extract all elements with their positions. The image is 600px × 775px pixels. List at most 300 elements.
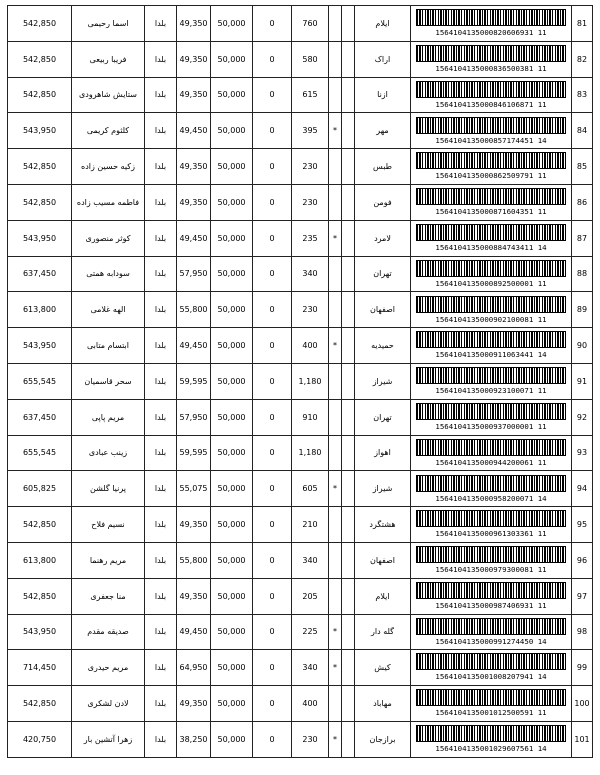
status-cell: بلدا	[145, 578, 177, 614]
blank-cell	[342, 435, 355, 471]
base-fee-cell: 50,000	[211, 256, 253, 292]
barcode-cell	[411, 149, 572, 185]
blank-cell	[342, 507, 355, 543]
star-mark-cell: *	[329, 614, 342, 650]
table-row	[8, 292, 593, 328]
base-fee-cell: 50,000	[211, 435, 253, 471]
base-fee-cell: 50,000	[211, 721, 253, 757]
table-row	[8, 471, 593, 507]
table-row	[8, 721, 593, 757]
total-cell: 637,450	[8, 399, 72, 435]
weight-cell: 340	[292, 542, 329, 578]
total-cell: 714,450	[8, 650, 72, 686]
table-row	[8, 220, 593, 256]
table-row	[8, 77, 593, 113]
blank-cell	[342, 650, 355, 686]
zero-cell: 0	[253, 471, 292, 507]
table-row	[8, 507, 593, 543]
barcode-cell	[411, 542, 572, 578]
weight-cell: 400	[292, 328, 329, 364]
base-fee-cell: 50,000	[211, 650, 253, 686]
tracking-code: 1564104135000892500001 11	[435, 278, 547, 288]
zero-cell: 0	[253, 184, 292, 220]
barcode-icon	[416, 81, 566, 98]
weight-cell: 205	[292, 578, 329, 614]
city-cell: تهران	[355, 256, 411, 292]
recipient-name-cell: پرنیا گلشن	[72, 471, 145, 507]
amount-cell: 49,350	[177, 184, 211, 220]
barcode-icon	[416, 367, 566, 384]
zero-cell: 0	[253, 149, 292, 185]
tracking-code: 1564104135000820606931 11	[435, 28, 547, 38]
row-number-cell: 88	[572, 256, 593, 292]
status-cell: بلدا	[145, 220, 177, 256]
base-fee-cell: 50,000	[211, 292, 253, 328]
base-fee-cell: 50,000	[211, 328, 253, 364]
row-number-cell: 91	[572, 363, 593, 399]
barcode-cell	[411, 686, 572, 722]
tracking-code: 1564104135001012500591 11	[435, 708, 547, 718]
star-mark-cell	[329, 77, 342, 113]
table-row	[8, 113, 593, 149]
barcode-cell	[411, 113, 572, 149]
zero-cell: 0	[253, 328, 292, 364]
row-number-cell: 89	[572, 292, 593, 328]
total-cell: 420,750	[8, 721, 72, 757]
row-number-cell: 81	[572, 6, 593, 42]
barcode-icon	[416, 439, 566, 456]
zero-cell: 0	[253, 435, 292, 471]
table-row	[8, 149, 593, 185]
tracking-code: 1564104135000884743411 14	[435, 242, 547, 252]
blank-cell	[342, 578, 355, 614]
base-fee-cell: 50,000	[211, 220, 253, 256]
city-cell: ازنا	[355, 77, 411, 113]
status-cell: بلدا	[145, 686, 177, 722]
tracking-code: 1564104135000961303361 11	[435, 529, 547, 539]
base-fee-cell: 50,000	[211, 507, 253, 543]
total-cell: 655,545	[8, 435, 72, 471]
zero-cell: 0	[253, 41, 292, 77]
star-mark-cell: *	[329, 328, 342, 364]
city-cell: ایلام	[355, 6, 411, 42]
barcode-cell	[411, 256, 572, 292]
table-body	[8, 6, 593, 758]
tracking-code: 1564104135000862509791 11	[435, 171, 547, 181]
tracking-code: 1564104135001029607561 14	[435, 744, 547, 754]
city-cell: کیش	[355, 650, 411, 686]
recipient-name-cell: صدیقه مقدم	[72, 614, 145, 650]
amount-cell: 49,350	[177, 149, 211, 185]
zero-cell: 0	[253, 220, 292, 256]
recipient-name-cell: کوثر منصوری	[72, 220, 145, 256]
status-cell: بلدا	[145, 77, 177, 113]
status-cell: بلدا	[145, 471, 177, 507]
city-cell: اصفهان	[355, 292, 411, 328]
zero-cell: 0	[253, 77, 292, 113]
status-cell: بلدا	[145, 650, 177, 686]
city-cell: ایلام	[355, 578, 411, 614]
recipient-name-cell: الهه غلامی	[72, 292, 145, 328]
base-fee-cell: 50,000	[211, 399, 253, 435]
barcode-icon	[416, 224, 566, 241]
amount-cell: 55,800	[177, 292, 211, 328]
table-row	[8, 41, 593, 77]
barcode-icon	[416, 689, 566, 706]
recipient-name-cell: ابتسام متابی	[72, 328, 145, 364]
table-row	[8, 435, 593, 471]
tracking-code: 1564104135000979300081 11	[435, 565, 547, 575]
barcode-cell	[411, 507, 572, 543]
base-fee-cell: 50,000	[211, 471, 253, 507]
blank-cell	[342, 6, 355, 42]
star-mark-cell	[329, 686, 342, 722]
amount-cell: 57,950	[177, 399, 211, 435]
blank-cell	[342, 113, 355, 149]
blank-cell	[342, 721, 355, 757]
row-number-cell: 85	[572, 149, 593, 185]
tracking-code: 1564104135000836500381 11	[435, 63, 547, 73]
weight-cell: 230	[292, 184, 329, 220]
total-cell: 543,950	[8, 328, 72, 364]
base-fee-cell: 50,000	[211, 614, 253, 650]
blank-cell	[342, 41, 355, 77]
barcode-icon	[416, 188, 566, 205]
total-cell: 655,545	[8, 363, 72, 399]
table-row	[8, 184, 593, 220]
zero-cell: 0	[253, 686, 292, 722]
status-cell: بلدا	[145, 256, 177, 292]
star-mark-cell: *	[329, 650, 342, 686]
total-cell: 542,850	[8, 149, 72, 185]
shipments-table	[7, 5, 593, 758]
barcode-cell	[411, 614, 572, 650]
zero-cell: 0	[253, 292, 292, 328]
star-mark-cell	[329, 6, 342, 42]
barcode-icon	[416, 117, 566, 134]
city-cell: شیراز	[355, 471, 411, 507]
weight-cell: 1,180	[292, 363, 329, 399]
blank-cell	[342, 77, 355, 113]
barcode-cell	[411, 184, 572, 220]
status-cell: بلدا	[145, 363, 177, 399]
weight-cell: 210	[292, 507, 329, 543]
star-mark-cell	[329, 149, 342, 185]
barcode-icon	[416, 45, 566, 62]
star-mark-cell	[329, 184, 342, 220]
amount-cell: 59,595	[177, 363, 211, 399]
status-cell: بلدا	[145, 6, 177, 42]
status-cell: بلدا	[145, 41, 177, 77]
barcode-cell	[411, 6, 572, 42]
city-cell: طبس	[355, 149, 411, 185]
amount-cell: 49,450	[177, 614, 211, 650]
status-cell: بلدا	[145, 113, 177, 149]
star-mark-cell	[329, 578, 342, 614]
status-cell: بلدا	[145, 721, 177, 757]
tracking-code: 1564104135000958200071 14	[435, 493, 547, 503]
star-mark-cell	[329, 292, 342, 328]
table-row	[8, 6, 593, 42]
total-cell: 542,850	[8, 184, 72, 220]
tracking-code: 1564104135000944200061 11	[435, 457, 547, 467]
table-row	[8, 542, 593, 578]
star-mark-cell: *	[329, 113, 342, 149]
status-cell: بلدا	[145, 184, 177, 220]
row-number-cell: 84	[572, 113, 593, 149]
city-cell: شیراز	[355, 363, 411, 399]
zero-cell: 0	[253, 256, 292, 292]
total-cell: 543,950	[8, 614, 72, 650]
barcode-cell	[411, 399, 572, 435]
star-mark-cell	[329, 256, 342, 292]
tracking-code: 1564104135000871604351 11	[435, 207, 547, 217]
base-fee-cell: 50,000	[211, 578, 253, 614]
star-mark-cell: *	[329, 721, 342, 757]
total-cell: 542,850	[8, 77, 72, 113]
zero-cell: 0	[253, 363, 292, 399]
recipient-name-cell: مریم پاپی	[72, 399, 145, 435]
tracking-code: 1564104135001008207941 14	[435, 672, 547, 682]
table-row	[8, 256, 593, 292]
weight-cell: 230	[292, 292, 329, 328]
amount-cell: 38,250	[177, 721, 211, 757]
city-cell: فومن	[355, 184, 411, 220]
row-number-cell: 96	[572, 542, 593, 578]
zero-cell: 0	[253, 399, 292, 435]
row-number-cell: 99	[572, 650, 593, 686]
amount-cell: 57,950	[177, 256, 211, 292]
blank-cell	[342, 471, 355, 507]
blank-cell	[342, 363, 355, 399]
zero-cell: 0	[253, 650, 292, 686]
city-cell: تهران	[355, 399, 411, 435]
zero-cell: 0	[253, 542, 292, 578]
recipient-name-cell: منا جعفری	[72, 578, 145, 614]
barcode-icon	[416, 582, 566, 599]
barcode-cell	[411, 220, 572, 256]
row-number-cell: 82	[572, 41, 593, 77]
star-mark-cell: *	[329, 220, 342, 256]
star-mark-cell: *	[329, 471, 342, 507]
recipient-name-cell: مریم حیدری	[72, 650, 145, 686]
city-cell: لامرد	[355, 220, 411, 256]
tracking-code: 1564104135000923100071 11	[435, 386, 547, 396]
recipient-name-cell: زینب عبادی	[72, 435, 145, 471]
amount-cell: 49,350	[177, 578, 211, 614]
total-cell: 605,825	[8, 471, 72, 507]
weight-cell: 760	[292, 6, 329, 42]
row-number-cell: 98	[572, 614, 593, 650]
status-cell: بلدا	[145, 507, 177, 543]
zero-cell: 0	[253, 614, 292, 650]
star-mark-cell	[329, 542, 342, 578]
barcode-icon	[416, 403, 566, 420]
base-fee-cell: 50,000	[211, 77, 253, 113]
blank-cell	[342, 220, 355, 256]
weight-cell: 615	[292, 77, 329, 113]
total-cell: 542,850	[8, 578, 72, 614]
total-cell: 543,950	[8, 220, 72, 256]
total-cell: 542,850	[8, 507, 72, 543]
table-row	[8, 614, 593, 650]
weight-cell: 340	[292, 650, 329, 686]
weight-cell: 605	[292, 471, 329, 507]
row-number-cell: 83	[572, 77, 593, 113]
blank-cell	[342, 328, 355, 364]
status-cell: بلدا	[145, 149, 177, 185]
city-cell: اهواز	[355, 435, 411, 471]
amount-cell: 49,350	[177, 6, 211, 42]
blank-cell	[342, 184, 355, 220]
weight-cell: 230	[292, 721, 329, 757]
base-fee-cell: 50,000	[211, 363, 253, 399]
barcode-cell	[411, 292, 572, 328]
barcode-cell	[411, 363, 572, 399]
amount-cell: 49,350	[177, 507, 211, 543]
base-fee-cell: 50,000	[211, 41, 253, 77]
city-cell: اصفهان	[355, 542, 411, 578]
barcode-icon	[416, 653, 566, 670]
barcode-icon	[416, 546, 566, 563]
recipient-name-cell: فریبا ربیعی	[72, 41, 145, 77]
total-cell: 613,800	[8, 542, 72, 578]
blank-cell	[342, 149, 355, 185]
barcode-icon	[416, 475, 566, 492]
zero-cell: 0	[253, 578, 292, 614]
zero-cell: 0	[253, 507, 292, 543]
row-number-cell: 95	[572, 507, 593, 543]
blank-cell	[342, 614, 355, 650]
recipient-name-cell: اسما رحیمی	[72, 6, 145, 42]
total-cell: 542,850	[8, 41, 72, 77]
base-fee-cell: 50,000	[211, 184, 253, 220]
row-number-cell: 97	[572, 578, 593, 614]
city-cell: هشتگرد	[355, 507, 411, 543]
row-number-cell: 90	[572, 328, 593, 364]
tracking-code: 1564104135000857174451 14	[435, 135, 547, 145]
star-mark-cell	[329, 435, 342, 471]
barcode-icon	[416, 725, 566, 742]
tracking-code: 1564104135000902100081 11	[435, 314, 547, 324]
row-number-cell: 92	[572, 399, 593, 435]
weight-cell: 235	[292, 220, 329, 256]
recipient-name-cell: نسیم فلاح	[72, 507, 145, 543]
city-cell: برازجان	[355, 721, 411, 757]
amount-cell: 49,350	[177, 77, 211, 113]
status-cell: بلدا	[145, 542, 177, 578]
zero-cell: 0	[253, 721, 292, 757]
row-number-cell: 94	[572, 471, 593, 507]
row-number-cell: 86	[572, 184, 593, 220]
table-row	[8, 328, 593, 364]
barcode-cell	[411, 578, 572, 614]
tracking-code: 1564104135000937000001 11	[435, 421, 547, 431]
total-cell: 637,450	[8, 256, 72, 292]
tracking-code: 1564104135000991274450 14	[435, 636, 547, 646]
barcode-cell	[411, 328, 572, 364]
barcode-cell	[411, 435, 572, 471]
base-fee-cell: 50,000	[211, 113, 253, 149]
recipient-name-cell: فاطمه مسیب زاده	[72, 184, 145, 220]
blank-cell	[342, 292, 355, 328]
city-cell: اراک	[355, 41, 411, 77]
star-mark-cell	[329, 399, 342, 435]
amount-cell: 55,075	[177, 471, 211, 507]
base-fee-cell: 50,000	[211, 542, 253, 578]
barcode-cell	[411, 41, 572, 77]
blank-cell	[342, 399, 355, 435]
status-cell: بلدا	[145, 399, 177, 435]
row-number-cell: 87	[572, 220, 593, 256]
recipient-name-cell: ستایش شاهرودی	[72, 77, 145, 113]
table-row	[8, 363, 593, 399]
blank-cell	[342, 256, 355, 292]
city-cell: مهر	[355, 113, 411, 149]
total-cell: 613,800	[8, 292, 72, 328]
total-cell: 542,850	[8, 6, 72, 42]
amount-cell: 49,350	[177, 41, 211, 77]
recipient-name-cell: سودابه همتی	[72, 256, 145, 292]
barcode-icon	[416, 510, 566, 527]
weight-cell: 340	[292, 256, 329, 292]
barcode-icon	[416, 260, 566, 277]
row-number-cell: 100	[572, 686, 593, 722]
barcode-cell	[411, 471, 572, 507]
weight-cell: 580	[292, 41, 329, 77]
city-cell: مهاباد	[355, 686, 411, 722]
tracking-code: 1564104135000911063441 14	[435, 350, 547, 360]
blank-cell	[342, 686, 355, 722]
total-cell: 542,850	[8, 686, 72, 722]
status-cell: بلدا	[145, 435, 177, 471]
city-cell: حمیدیه	[355, 328, 411, 364]
recipient-name-cell: لادن لشکری	[72, 686, 145, 722]
weight-cell: 910	[292, 399, 329, 435]
base-fee-cell: 50,000	[211, 686, 253, 722]
weight-cell: 230	[292, 149, 329, 185]
star-mark-cell	[329, 363, 342, 399]
barcode-cell	[411, 77, 572, 113]
amount-cell: 49,450	[177, 113, 211, 149]
table-row	[8, 399, 593, 435]
barcode-icon	[416, 331, 566, 348]
weight-cell: 400	[292, 686, 329, 722]
barcode-cell	[411, 650, 572, 686]
status-cell: بلدا	[145, 614, 177, 650]
amount-cell: 55,800	[177, 542, 211, 578]
base-fee-cell: 50,000	[211, 149, 253, 185]
recipient-name-cell: زهرا آتشین بار	[72, 721, 145, 757]
star-mark-cell	[329, 507, 342, 543]
amount-cell: 49,350	[177, 686, 211, 722]
amount-cell: 59,595	[177, 435, 211, 471]
amount-cell: 49,450	[177, 328, 211, 364]
status-cell: بلدا	[145, 292, 177, 328]
weight-cell: 225	[292, 614, 329, 650]
barcode-cell	[411, 721, 572, 757]
amount-cell: 49,450	[177, 220, 211, 256]
row-number-cell: 93	[572, 435, 593, 471]
tracking-code: 1564104135000846106871 11	[435, 99, 547, 109]
recipient-name-cell: مریم رهنما	[72, 542, 145, 578]
amount-cell: 64,950	[177, 650, 211, 686]
star-mark-cell	[329, 41, 342, 77]
table-row	[8, 686, 593, 722]
recipient-name-cell: زکیه حسین زاده	[72, 149, 145, 185]
row-number-cell: 101	[572, 721, 593, 757]
base-fee-cell: 50,000	[211, 6, 253, 42]
